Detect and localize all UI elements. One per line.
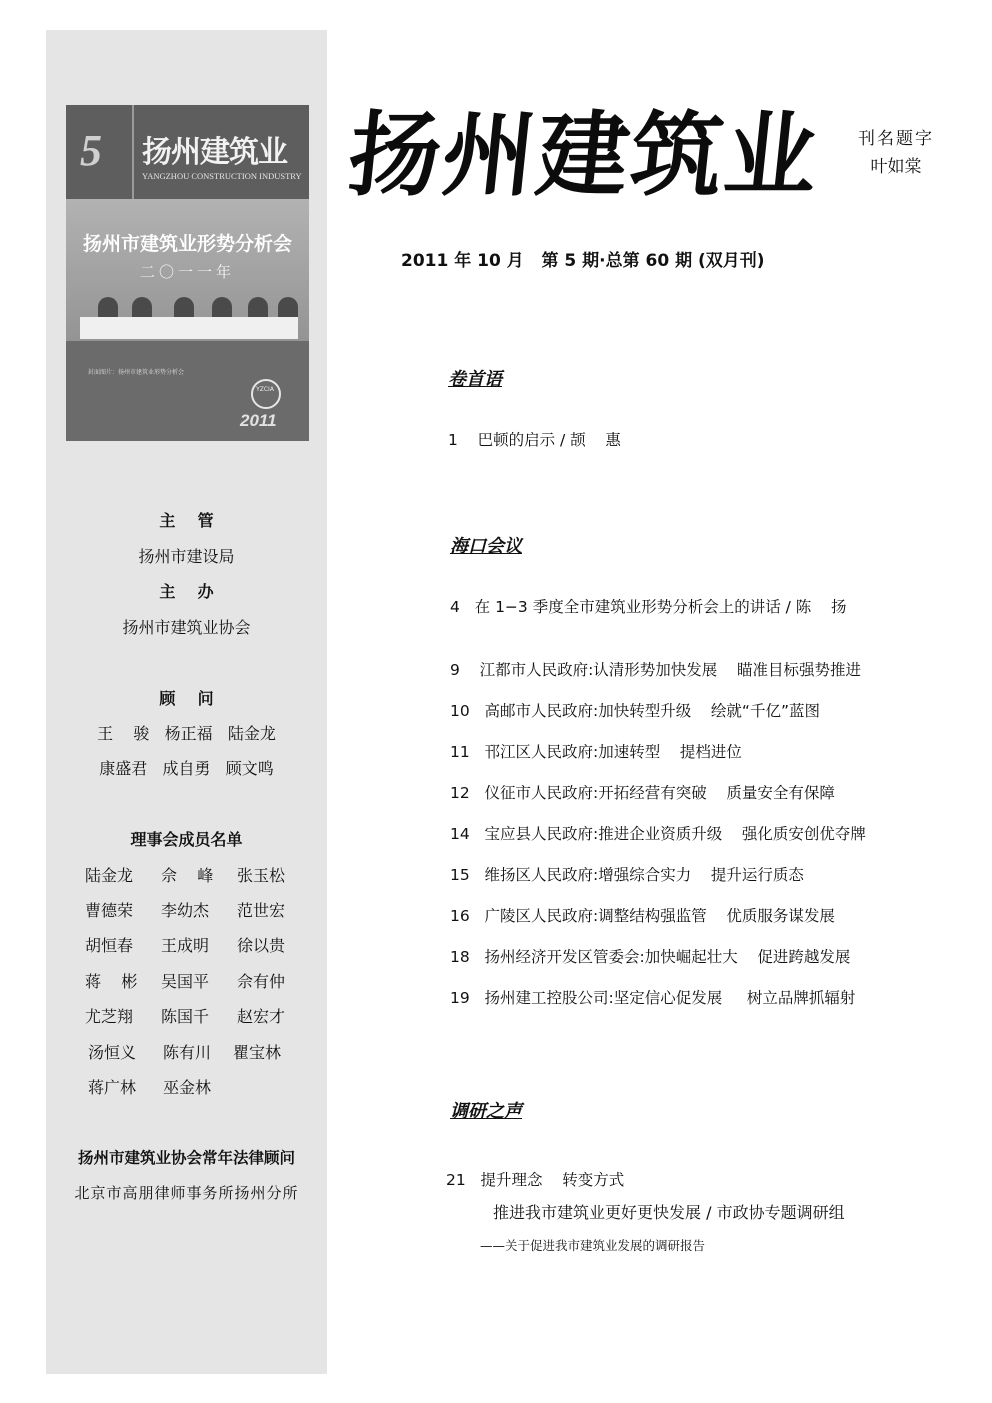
advisors-row: 王 骏 杨正福 陆金龙 <box>97 724 276 743</box>
toc-entry[interactable]: 12 仪征市人民政府:开拓经营有突破 质量安全有保障 <box>450 784 835 802</box>
council-member: 吴国平 <box>161 972 210 991</box>
toc-entry[interactable]: 21 提升理念 转变方式 <box>446 1171 625 1189</box>
council-member: 蒋广林 <box>88 1078 137 1097</box>
toc-entry[interactable]: 16 广陵区人民政府:调整结构强监管 优质服务谋发展 <box>450 907 835 925</box>
title-credit-label: 刊名题字 <box>858 129 934 149</box>
toc-entry[interactable]: 18 扬州经济开发区管委会:加快崛起壮大 促进跨越发展 <box>450 948 851 966</box>
cover-caption: 封面图片：扬州市建筑业形势分析会 <box>88 369 185 376</box>
council-member: 瞿宝林 <box>233 1043 282 1062</box>
cover-year: 2011 <box>240 411 277 430</box>
toc-entry[interactable]: 4 在 1−3 季度全市建筑业形势分析会上的讲话 / 陈 扬 <box>450 598 847 616</box>
issue-line: 2011 年 10 月 第 5 期·总第 60 期 (双月刊) <box>401 251 765 271</box>
council-member: 汤恒义 <box>88 1043 137 1062</box>
legal-advisor-label: 扬州市建筑业协会常年法律顾问 <box>77 1149 295 1167</box>
cover-logo-text: YZCIA <box>256 386 274 393</box>
toc-entry[interactable]: 9 江都市人民政府:认清形势加快发展 瞄准目标强势推进 <box>450 661 862 679</box>
council-member: 佘 峰 <box>161 866 214 885</box>
cover-conference-table <box>80 317 298 339</box>
toc-entry[interactable]: 11 邗江区人民政府:加速转型 提档进位 <box>450 743 742 761</box>
cover-year-chinese: 二〇一一年 <box>139 263 235 281</box>
council-member: 佘有仲 <box>237 972 286 991</box>
council-member: 陈有川 <box>163 1043 212 1062</box>
council-member: 徐以贵 <box>237 936 286 955</box>
council-member: 王成明 <box>161 936 210 955</box>
sponsor-name: 扬州市建筑业协会 <box>122 618 251 637</box>
cover-english-title: YANGZHOU CONSTRUCTION INDUSTRY <box>142 171 302 181</box>
council-member: 尤芝翔 <box>85 1007 134 1026</box>
council-label: 理事会成员名单 <box>130 830 243 849</box>
cover-issue-number: 5 <box>80 126 102 175</box>
toc-entry-note: ——关于促进我市建筑业发展的调研报告 <box>480 1238 706 1253</box>
toc-entry[interactable]: 14 宝应县人民政府:推进企业资质升级 强化质安创优夺牌 <box>450 825 866 843</box>
title-credit-name: 叶如棠 <box>870 157 922 177</box>
cover-divider <box>132 105 134 199</box>
council-member: 蒋 彬 <box>85 972 138 991</box>
cover-title: 扬州建筑业 <box>142 135 287 170</box>
toc-entry[interactable]: 19 扬州建工控股公司:坚定信心促发展 树立品牌抓辐射 <box>450 989 856 1007</box>
toc-entry[interactable]: 15 维扬区人民政府:增强综合实力 提升运行质态 <box>450 866 804 884</box>
council-member: 赵宏才 <box>237 1007 286 1026</box>
legal-advisor-firm: 北京市高朋律师事务所扬州分所 <box>74 1184 299 1202</box>
council-member: 巫金林 <box>163 1078 212 1097</box>
masthead-calligraphy-title: 扬州建筑业 <box>343 101 825 209</box>
council-member: 张玉松 <box>237 866 286 885</box>
advisors-label: 顾 问 <box>159 689 214 708</box>
section-title-preface[interactable]: 卷首语 <box>448 369 502 390</box>
cover-headline: 扬州市建筑业形势分析会 <box>82 233 292 255</box>
sponsor-label: 主 办 <box>159 582 214 601</box>
council-member: 陈国千 <box>161 1007 210 1026</box>
toc-entry[interactable]: 1 巴顿的启示 / 颉 惠 <box>448 431 621 449</box>
council-member: 李幼杰 <box>161 901 210 920</box>
supervisor-label: 主 管 <box>159 511 214 530</box>
toc-entry[interactable]: 10 高邮市人民政府:加快转型升级 绘就“千亿”蓝图 <box>450 702 820 720</box>
toc-entry-subtitle[interactable]: 推进我市建筑业更好更快发展 / 市政协专题调研组 <box>493 1203 845 1222</box>
section-title-haikou-meeting[interactable]: 海口会议 <box>450 536 522 557</box>
council-member: 陆金龙 <box>85 866 134 885</box>
council-member: 曹德荣 <box>85 901 134 920</box>
advisors-row: 康盛君 成自勇 顾文鸣 <box>99 759 274 778</box>
supervisor-name: 扬州市建设局 <box>138 547 235 566</box>
association-logo-icon <box>251 379 281 409</box>
section-title-research-voices[interactable]: 调研之声 <box>450 1101 522 1122</box>
council-member: 范世宏 <box>237 901 286 920</box>
council-member: 胡恒春 <box>85 936 134 955</box>
cover-thumbnail[interactable] <box>66 105 309 441</box>
